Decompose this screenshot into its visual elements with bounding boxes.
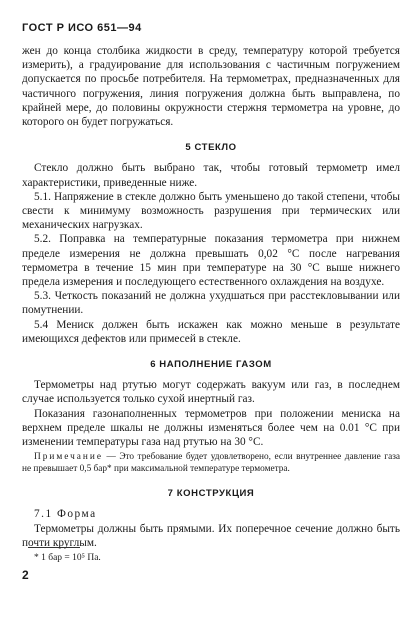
document-body <box>22 44 400 550</box>
section-6-paragraph-2: Показания газонаполненных термометров при положении мениска на верхнем пределе шкалы не должны изменяться более чем на 0.01 °С при изменении температуры газа над ртутью на 30 °С. <box>22 407 400 449</box>
subsection-7-1-text: Термометры должны быть прямыми. Их поперечное сечение должно быть почти круглым. <box>22 522 400 549</box>
page-number: 2 <box>22 568 29 582</box>
document-header: ГОСТ Р ИСО 651—94 <box>22 22 142 34</box>
clause-5-4: 5.4 Мениск должен быть искажен как можно меньше в результате имеющихся дефектов или примесей в стекле. <box>22 318 400 345</box>
footnote: * 1 бар = 10⁵ Па. <box>34 553 101 563</box>
clause-5-3: 5.3. Четкость показаний не должна ухудшаться при расстекловывании или помутнении. <box>22 290 400 317</box>
note-text: — Это требование будет удовлетворено, если внутреннее давление газа не превышает 0,5 бар* при максимальной температуре термометра. <box>22 452 400 474</box>
continuation-paragraph: жен до конца столбика жидкости в среду, температуру которой требуется измерить), а градуирование для использования с частичным погружением допускается по просьбе потребителя. На термометрах, предназначенных для частичного погружения, линия погружения должна быть выправлена, по крайней мере, до половины окружности стержня термометра на уровне, до которого он будет погружаться. <box>22 45 400 129</box>
section-7-title: 7 КОНСТРУКЦИЯ <box>167 488 255 500</box>
clause-5-2: 5.2. Поправка на температурные показания термометра при нижнем пределе измерения не должна превышать 0,02 °С после нагревания термометра в течение 15 мин при температуре на 30 °С выше нижнего предела измерения и последующего естественного охлаждения на воздухе. <box>22 233 400 289</box>
section-6-paragraph-1: Термометры над ртутью могут содержать вакуум или газ, в последнем случае используется только сухой инертный газ. <box>22 379 400 406</box>
footnote-separator <box>28 547 80 548</box>
clause-5-1: 5.1. Напряжение в стекле должно быть уменьшено до такой степени, чтобы свести к минимуму возможность разрушения при термических или механических нагрузках. <box>22 190 400 232</box>
section-6-title: 6 НАПОЛНЕНИЕ ГАЗОМ <box>150 359 272 371</box>
section-5-intro: Стекло должно быть выбрано так, чтобы готовый термометр имел характеристики, приведенные ниже. <box>22 162 400 189</box>
subsection-7-1-title: 7.1 Форма <box>34 508 97 521</box>
section-5-title: 5 СТЕКЛО <box>185 142 237 154</box>
note-label: Примечание <box>34 452 103 463</box>
note <box>22 452 400 475</box>
